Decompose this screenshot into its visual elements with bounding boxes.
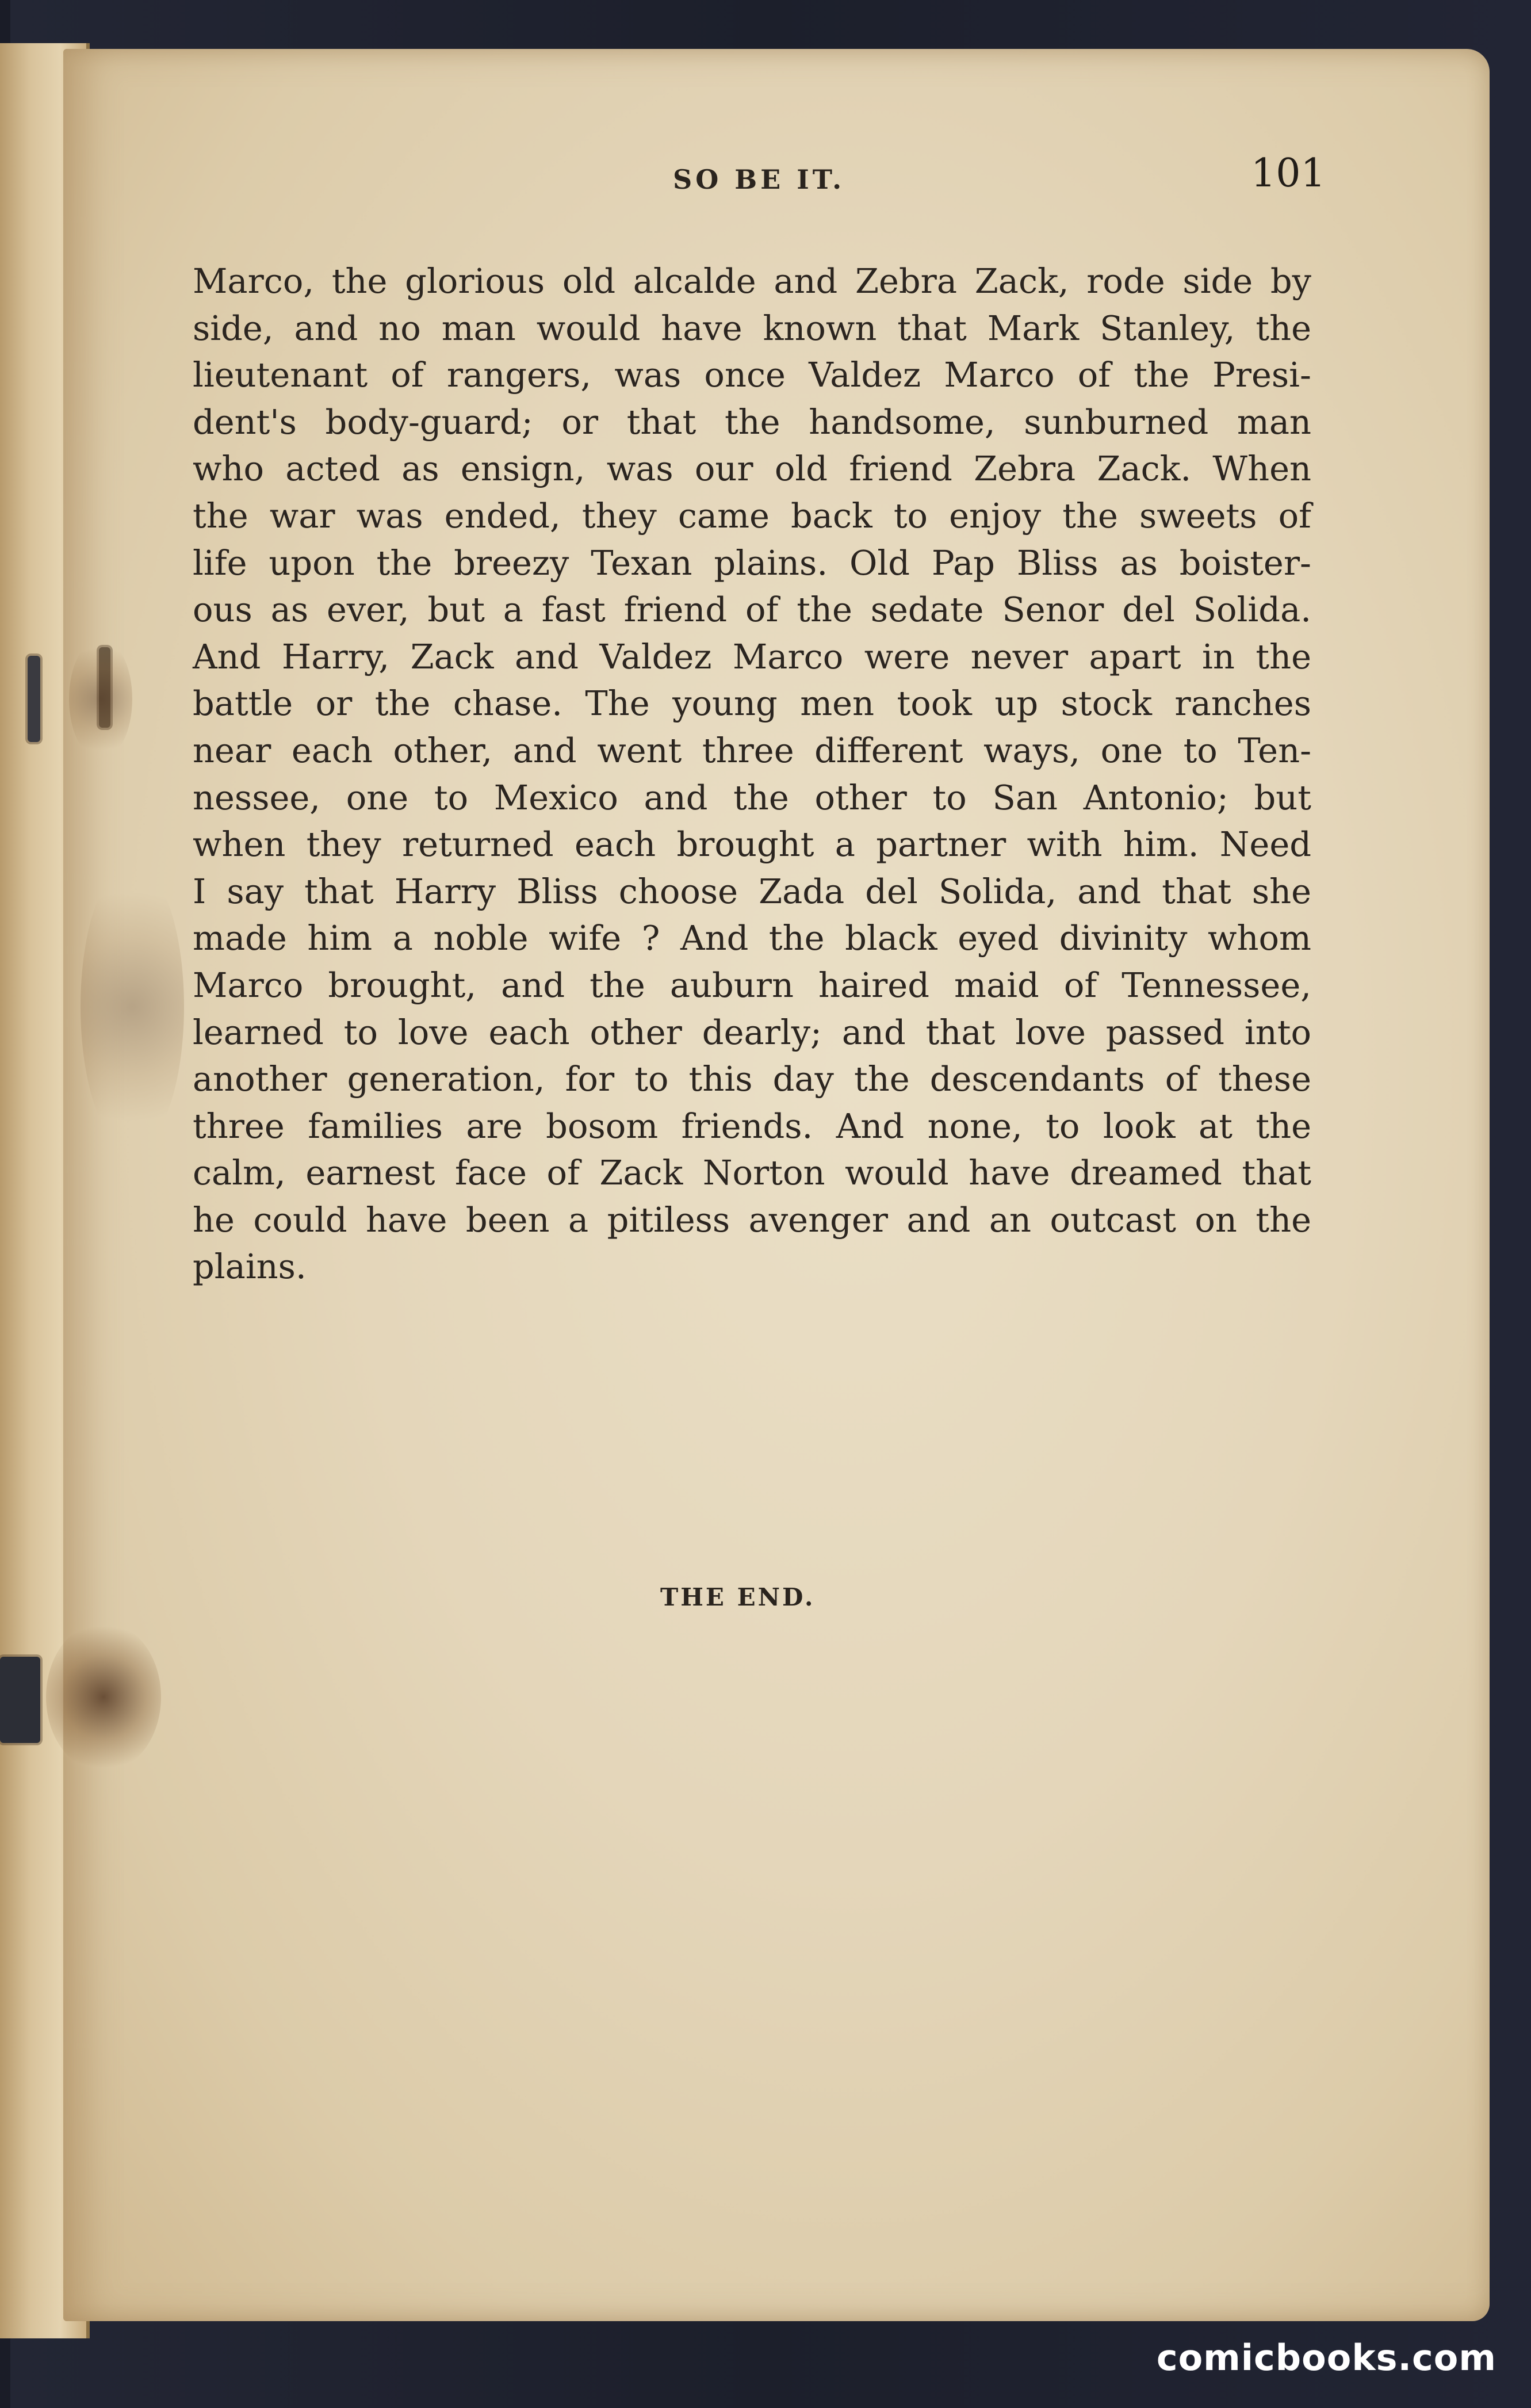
text-line: side, and no man would have known that Mark Stanley, the	[193, 308, 1311, 348]
text-line: made him a noble wife ? And the black eyed divinity whom	[193, 918, 1311, 958]
text-line: he could have been a pitiless avenger and an outcast on the	[193, 1199, 1311, 1240]
body-paragraph	[193, 258, 1311, 1290]
text-line: life upon the breezy Texan plains. Old Pap Bliss as boister-	[193, 542, 1311, 583]
text-line: learned to love each other dearly; and that love passed into	[193, 1012, 1311, 1052]
text-line: calm, earnest face of Zack Norton would have dreamed that	[193, 1153, 1311, 1193]
text-line: ous as ever, but a fast friend of the sedate Senor del Solida.	[193, 590, 1311, 630]
the-end-marker: THE END.	[660, 1583, 816, 1611]
text-line: three families are bosom friends. And none, to look at the	[193, 1106, 1311, 1146]
text-line: battle or the chase. The young men took up stock ranches	[193, 683, 1311, 724]
text-line: who acted as ensign, was our old friend Zebra Zack. When	[193, 449, 1311, 489]
binding-staple-top	[28, 656, 40, 742]
text-line: when they returned each brought a partner with him. Need	[193, 824, 1311, 865]
text-line: lieutenant of rangers, was once Valdez Marco of the Presi-	[193, 355, 1311, 395]
text-line-last: plains.	[193, 1247, 307, 1287]
rust-stain-bottom	[46, 1622, 161, 1772]
text-line: nessee, one to Mexico and the other to San Antonio; but	[193, 777, 1311, 817]
text-line: Marco brought, and the auburn haired maid of Tennessee,	[193, 965, 1311, 1005]
text-line: I say that Harry Bliss choose Zada del Solida, and that she	[193, 871, 1311, 911]
age-stain-left	[81, 863, 184, 1151]
text-line: near each other, and went three different ways, one to Ten-	[193, 730, 1311, 770]
rust-stain-top	[69, 639, 132, 759]
text-line: Marco, the glorious old alcalde and Zebra Zack, rode side by	[193, 261, 1311, 301]
text-line: another generation, for to this day the descendants of these	[193, 1059, 1311, 1099]
page-number: 101	[1251, 151, 1326, 196]
text-line: dent's body-guard; or that the handsome, sunburned man	[193, 402, 1311, 442]
binding-staple-bottom	[0, 1657, 40, 1743]
text-line: the war was ended, they came back to enjoy the sweets of	[193, 495, 1311, 536]
text-line: And Harry, Zack and Valdez Marco were never apart in the	[193, 636, 1311, 676]
running-title: SO BE IT.	[673, 164, 845, 195]
watermark-logo: comicbooks.com	[1156, 2337, 1496, 2379]
